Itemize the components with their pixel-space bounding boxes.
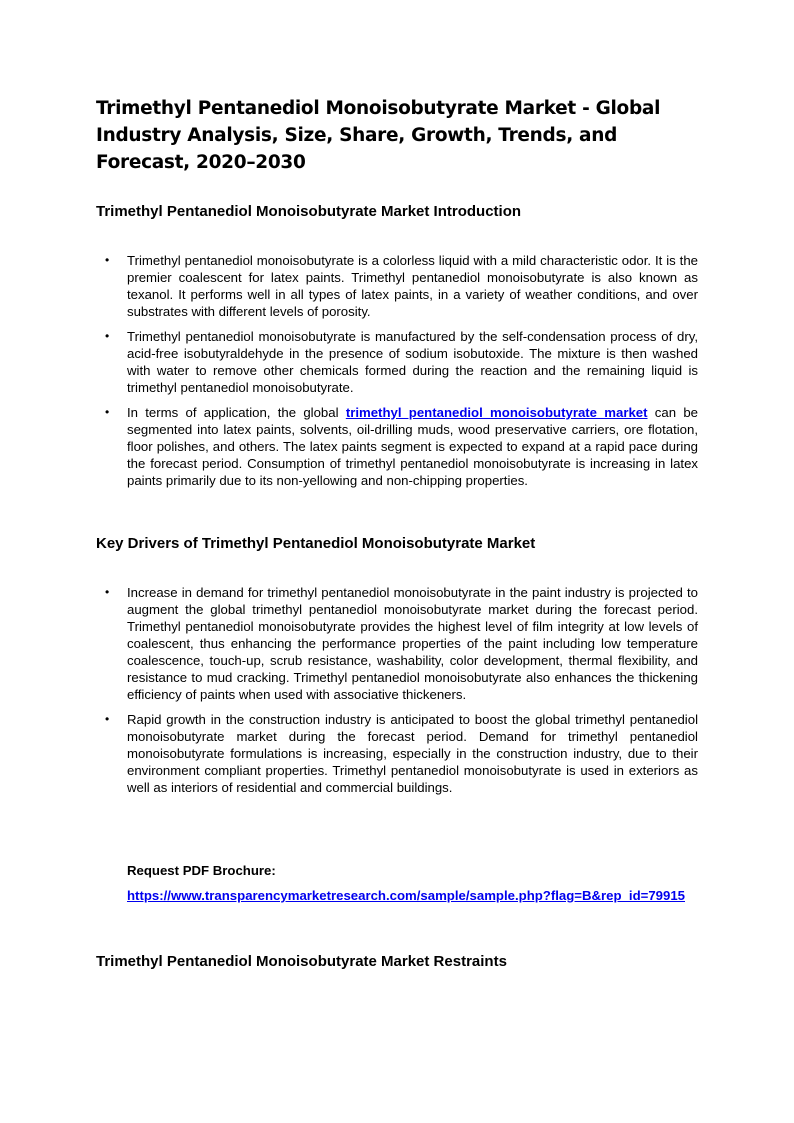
request-brochure-link[interactable]: https://www.transparencymarketresearch.com/sample/sample.php?flag=B&rep_id=79915: [127, 888, 685, 903]
bullet-icon: •: [105, 253, 110, 267]
list-item: [96, 584, 698, 703]
market-report-link[interactable]: trimethyl pentanediol monoisobutyrate market: [345, 405, 648, 420]
page-title: Trimethyl Pentanediol Monoisobutyrate Market - Global Industry Analysis, Size, Share, Growth, Trends, and Forecast, 2020–2030: [96, 98, 661, 173]
bullet-icon: •: [105, 712, 110, 726]
list-item: [96, 711, 698, 796]
introduction-bullet-list: [96, 252, 698, 497]
bullet-text: Trimethyl pentanediol monoisobutyrate is a colorless liquid with a mild characteristic odor. It is the premier coalescent for latex paints. Trimethyl pentanediol monoisobutyrate is also known as texanol. It performs well in all types of latex paints, in a variety of weather conditions, and over substrates with different levels of porosity.: [127, 253, 698, 319]
list-item: [96, 328, 698, 396]
request-brochure-label: Request PDF Brochure:: [127, 863, 276, 878]
bullet-text: Trimethyl pentanediol monoisobutyrate is manufactured by the self-condensation process of dry, acid-free isobutyraldehyde in the presence of sodium isobutoxide. The mixture is then washed with water to remove other chemicals formed during the reaction and the remaining liquid is trimethyl pentanediol monoisobutyrate.: [127, 329, 698, 395]
section-heading-introduction: Trimethyl Pentanediol Monoisobutyrate Market Introduction: [96, 203, 522, 220]
bullet-text: Increase in demand for trimethyl pentanediol monoisobutyrate in the paint industry is projected to augment the global trimethyl pentanediol monoisobutyrate market during the forecast period. Trimethyl pentanediol monoisobutyrate provides the highest level of film integrity at low levels of coalescent, thus enhancing the performance properties of the paint including low temperature coalescence, touch-up, scrub resistance, washability, color development, thermal flexibility, and resistance to mud cracking. Trimethyl pentanediol monoisobutyrate also enhances the thickening efficiency of paints when used with associative thickeners.: [127, 585, 698, 702]
bullet-text: Rapid growth in the construction industry is anticipated to boost the global trimethyl pentanediol monoisobutyrate market during the forecast period. Demand for trimethyl pentanediol monoisobutyrate formulations is increasing, especially in the construction industry, due to their environment compliant properties. Trimethyl pentanediol monoisobutyrate is used in exteriors as well as interiors of residential and commercial buildings.: [127, 712, 698, 795]
list-item: [96, 404, 698, 489]
section-heading-restraints: Trimethyl Pentanediol Monoisobutyrate Market Restraints: [96, 953, 507, 970]
bullet-text-after: can be segmented into latex paints, solvents, oil-drilling muds, wood preservative carriers, ore flotation, floor polishes, and others. The latex paints segment is expected to expand at a rapid pace during the forecast period. Consumption of trimethyl pentanediol monoisobutyrate is increasing in latex paints primarily due to its non-yellowing and non-chipping properties.: [127, 405, 698, 488]
bullet-icon: •: [105, 585, 110, 599]
drivers-bullet-list: [96, 584, 698, 804]
list-item: [96, 252, 698, 320]
bullet-icon: •: [105, 329, 110, 343]
bullet-text-before: In terms of application, the global: [127, 405, 346, 420]
section-heading-drivers: Key Drivers of Trimethyl Pentanediol Monoisobutyrate Market: [96, 535, 536, 552]
bullet-icon: •: [105, 405, 110, 419]
